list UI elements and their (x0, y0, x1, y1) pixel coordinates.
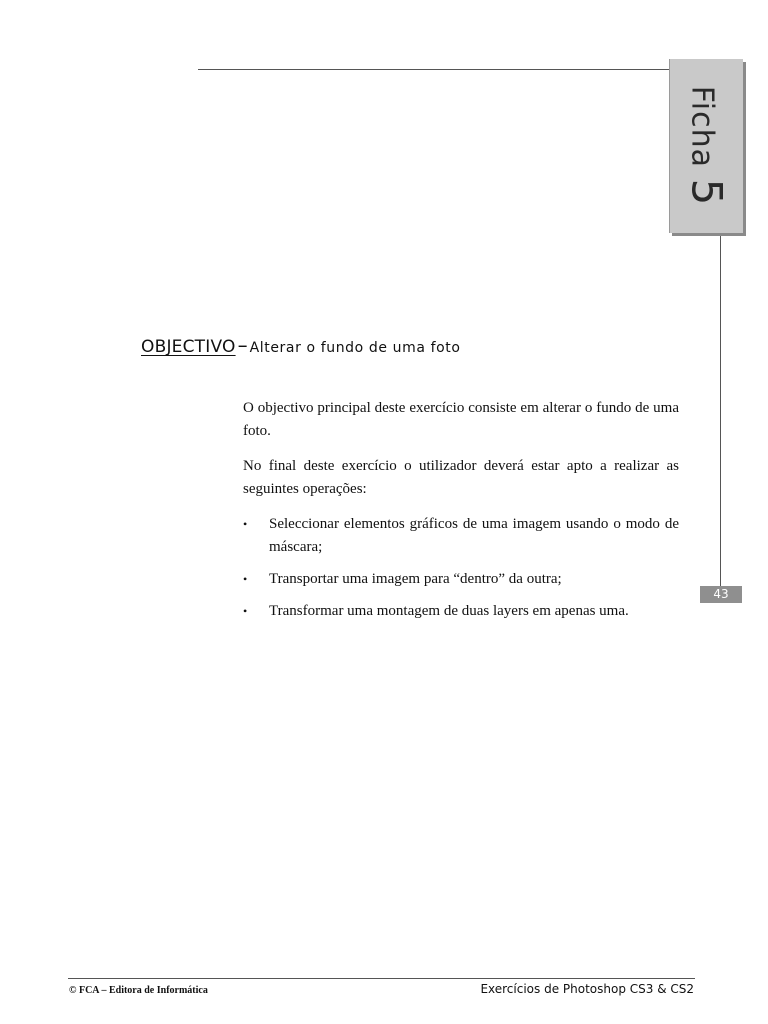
chapter-tab-number: 5 (682, 178, 731, 207)
section-title: OBJECTIVO (141, 337, 236, 357)
bullet-icon: • (243, 517, 248, 531)
list-item (243, 568, 679, 591)
page-number: 43 (700, 586, 742, 603)
bullet-list (243, 513, 679, 623)
footer-rule (68, 978, 695, 979)
footer-copyright: © FCA – Editora de Informática (69, 985, 208, 996)
body-text (243, 397, 679, 632)
paragraph: O objectivo principal deste exercício consiste em alterar o fundo de uma foto. (243, 400, 679, 439)
section-dash: – (237, 333, 248, 357)
list-item-text: Seleccionar elementos gráficos de uma imagem usando o modo de máscara; (269, 516, 679, 555)
margin-rule (720, 236, 721, 586)
paragraph: No final deste exercício o utilizador deverá estar apto a realizar as seguintes operações: (243, 458, 679, 497)
list-item (243, 600, 679, 623)
chapter-tab (669, 59, 743, 233)
bullet-icon: • (243, 572, 248, 586)
header-rule (198, 69, 669, 70)
list-item-text: Transportar uma imagem para “dentro” da outra; (269, 571, 562, 587)
list-item-text: Transformar uma montagem de duas layers em apenas uma. (269, 603, 629, 619)
section-subtitle: Alterar o fundo de uma foto (249, 340, 461, 356)
footer-book-title: Exercícios de Photoshop CS3 & CS2 (480, 982, 694, 996)
chapter-tab-label (682, 86, 731, 207)
bullet-icon: • (243, 604, 248, 618)
chapter-tab-word: Ficha (684, 85, 719, 169)
list-item (243, 513, 679, 559)
section-heading (141, 333, 461, 357)
